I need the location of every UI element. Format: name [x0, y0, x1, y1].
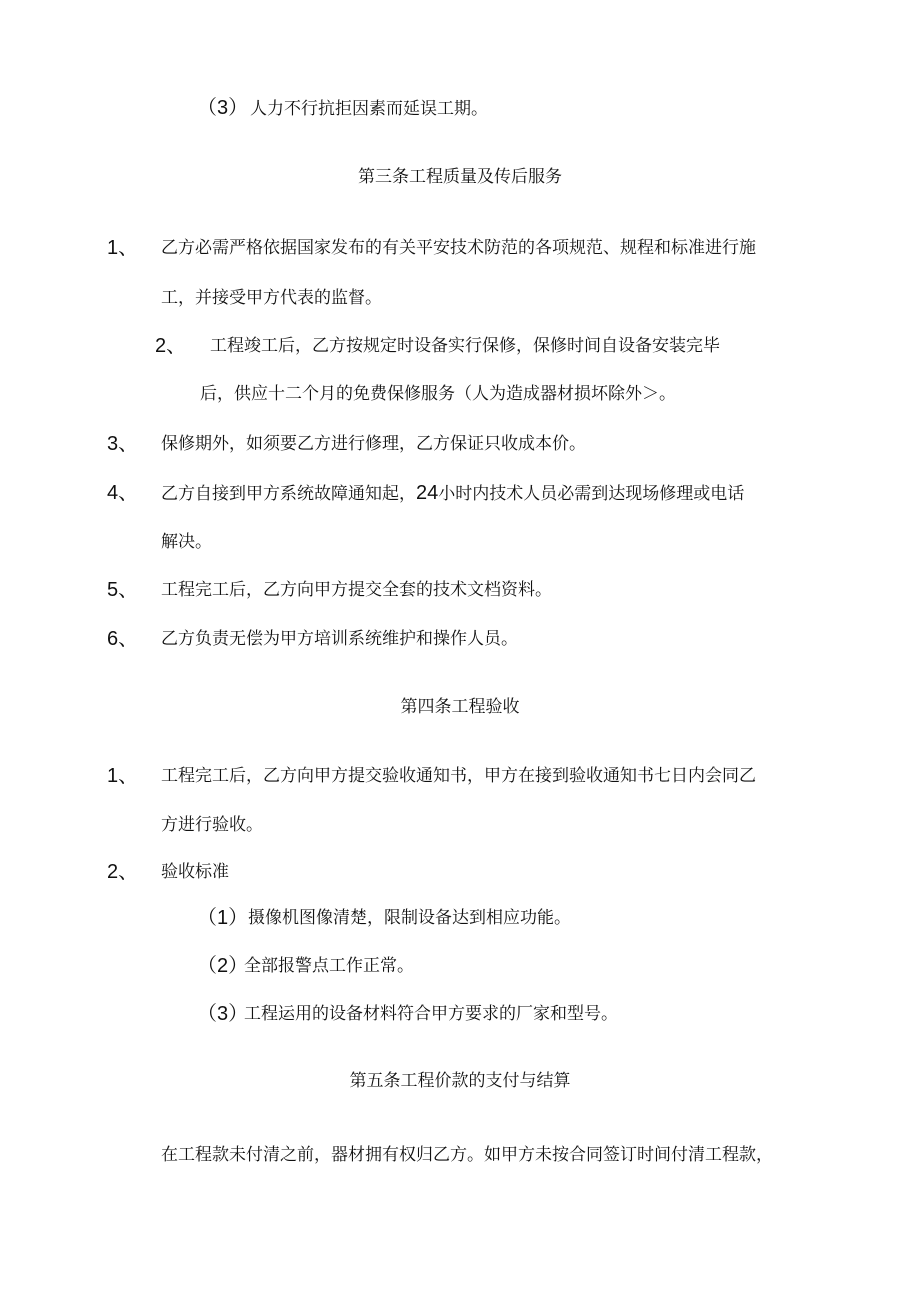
list-item-continuation: 解决。: [161, 532, 212, 552]
list-item-continuation: 方进行验收。: [161, 815, 263, 835]
section-heading-article-3: 第三条工程质量及传后服务: [358, 167, 562, 187]
list-item-number: 1、: [107, 237, 139, 259]
paragraph-text: 在工程款未付清之前，器材拥有权归乙方。如甲方未按合同签订时间付清工程款，: [161, 1145, 773, 1165]
list-item-text: 工程竣工后，乙方按规定时设备实行保修，保修时间自设备安装完毕: [210, 336, 720, 356]
list-item-number: 2、: [107, 861, 139, 883]
section-heading-article-5: 第五条工程价款的支付与结算: [349, 1071, 571, 1091]
list-item-number: 3、: [107, 433, 139, 455]
list-item-text: 验收标准: [161, 862, 229, 882]
list-item-number: （3）: [197, 97, 249, 119]
list-item-text: 人力不行抗拒因素而延误工期。: [250, 99, 488, 119]
sub-item-number: （2）: [197, 955, 249, 977]
list-item-text: 乙方负责无偿为甲方培训系统维护和操作人员。: [161, 629, 518, 649]
list-item-number: 5、: [107, 579, 139, 601]
list-item-number: 1、: [107, 765, 139, 787]
sub-item-text: 工程运用的设备材料符合甲方要求的厂家和型号。: [244, 1004, 618, 1024]
list-item-text: 乙方必需严格依据国家发布的有关平安技术防范的各项规范、规程和标准进行施: [161, 238, 756, 258]
list-item-number: 2、: [155, 335, 187, 357]
list-item-continuation: 后，供应十二个月的免费保修服务（人为造成器材损坏除外＞。: [200, 384, 676, 404]
sub-item-text: 摄像机图像清楚，限制设备达到相应功能。: [248, 908, 571, 928]
list-item-text: 乙方自接到甲方系统故障通知起，24小时内技术人员必需到达现场修理或电话: [161, 482, 745, 504]
list-item-text: 工程完工后，乙方向甲方提交验收通知书，甲方在接到验收通知书七日内会同乙: [161, 766, 756, 786]
sub-item-text: 全部报警点工作正常。: [244, 956, 414, 976]
list-item-continuation: 工，并接受甲方代表的监督。: [161, 288, 382, 308]
list-item-text: 保修期外，如须要乙方进行修理，乙方保证只收成本价。: [161, 434, 586, 454]
list-item-number: 6、: [107, 628, 139, 650]
sub-item-number: （1）: [197, 907, 249, 929]
list-item-text: 工程完工后，乙方向甲方提交全套的技术文档资料。: [161, 580, 552, 600]
sub-item-number: （3）: [197, 1003, 249, 1025]
section-heading-article-4: 第四条工程验收: [400, 697, 520, 717]
list-item-number: 4、: [107, 482, 139, 504]
